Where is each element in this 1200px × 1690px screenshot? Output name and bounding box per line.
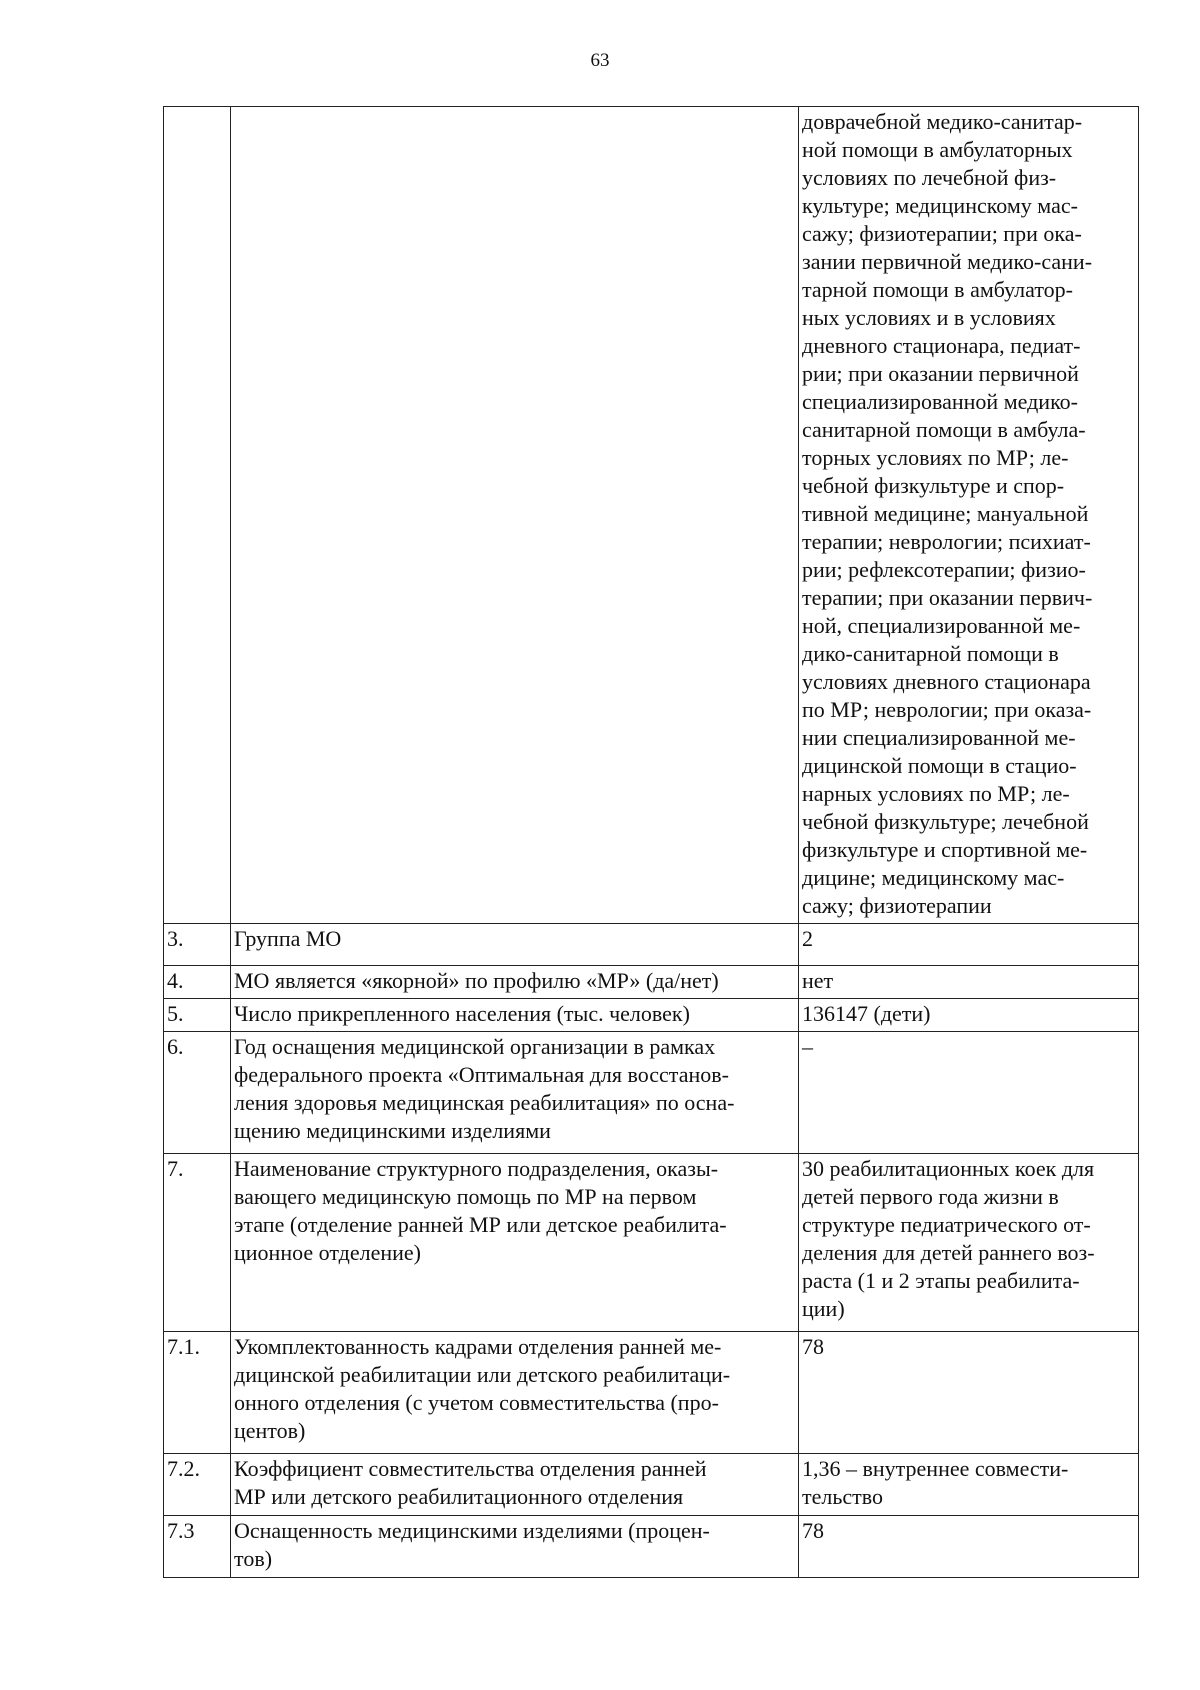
row-number-cell — [164, 1516, 231, 1578]
row-number: 5. — [167, 1001, 184, 1026]
row-name-cell — [231, 1032, 799, 1154]
data-table — [163, 106, 1139, 1578]
row-name-cell — [231, 1516, 799, 1578]
row-number: 6. — [167, 1034, 184, 1059]
row-number: 7.2. — [167, 1456, 200, 1481]
row-value: 136147 (дети) — [802, 1001, 931, 1026]
row-value-cell — [799, 924, 1139, 966]
row-name-cell — [231, 924, 799, 966]
row-number: 7. — [167, 1156, 184, 1181]
row-number: 4. — [167, 968, 184, 993]
row-name: Группа МО — [234, 926, 342, 951]
table-row — [164, 107, 1139, 924]
row-name-cell — [231, 1154, 799, 1332]
table-row — [164, 1332, 1139, 1454]
page-number: 63 — [590, 50, 610, 71]
row-number-cell — [164, 924, 231, 966]
row-name: Наименование структурного подразделения, оказы- вающего медицинскую помощь по МР на первом этапе (отделение ранней МР или детское реабилита- ционное отделение) — [234, 1156, 727, 1265]
row-value-cell — [799, 1032, 1139, 1154]
row-number-cell — [164, 966, 231, 999]
row-name: Год оснащения медицинской организации в рамках федерального проекта «Оптимальная для восстанов- ления здоровья медицинская реабилитация» по осна- щению медицинскими изделиями — [234, 1034, 735, 1143]
row-value: нет — [802, 968, 834, 993]
table-row — [164, 1454, 1139, 1516]
row-name: Укомплектованность кадрами отделения ранней ме- дицинской реабилитации или детского реабилитаци- онного отделения (с учетом совместительства (про- центов) — [234, 1334, 731, 1443]
row-name-cell — [231, 107, 799, 924]
row-name: МО является «якорной» по профилю «МР» (да/нет) — [234, 968, 719, 993]
row-number-cell — [164, 999, 231, 1032]
row-number-cell — [164, 1032, 231, 1154]
row-number-cell — [164, 1454, 231, 1516]
table-row — [164, 966, 1139, 999]
row-name-cell — [231, 1332, 799, 1454]
row-value-cell — [799, 999, 1139, 1032]
row-name-cell — [231, 999, 799, 1032]
row-value-cell — [799, 1454, 1139, 1516]
row-name: Число прикрепленного населения (тыс. человек) — [234, 1001, 690, 1026]
row-value-cell — [799, 1154, 1139, 1332]
row-number: 7.3 — [167, 1518, 195, 1543]
row-value: 1,36 – внутреннее совмести- тельство — [802, 1456, 1069, 1509]
row-name-cell — [231, 966, 799, 999]
row-value: 2 — [802, 926, 813, 951]
row-value: доврачебной медико-санитар- ной помощи в амбулаторных условиях по лечебной физ- культуре; медицинскому мас- сажу; физиотерапии; при ока- зании первичной медико-сани- тарной помощи в амбулатор- ных условиях и в условиях дневного стационара, педиат- рии; при оказании первичной специализированной медико- санитарной помощи в амбула- торных условиях по МР; ле- чебной физкультуре и спор- тивной медицине; мануальной терапии; неврологии; психиат- рии; рефлексотерапии; физио- терапии; при оказании первич- ной, специализированной ме- дико-санитарной помощи в условиях дневного стационара по МР; неврологии; при оказа- нии специализированной ме- дицинской помощи в стацио- нарных условиях по МР; ле- чебной физкультуре; лечебной физкультуре и спортивной ме- дицине; медицинскому мас- сажу; физиотерапии — [802, 109, 1093, 918]
row-number-cell — [164, 107, 231, 924]
table-row — [164, 1516, 1139, 1578]
table-row — [164, 999, 1139, 1032]
table-row — [164, 1154, 1139, 1332]
row-value: 78 — [802, 1518, 824, 1543]
row-value-cell — [799, 966, 1139, 999]
row-value-cell — [799, 107, 1139, 924]
row-value: 78 — [802, 1334, 824, 1359]
table-row — [164, 924, 1139, 966]
row-name-cell — [231, 1454, 799, 1516]
row-name: Оснащенность медицинскими изделиями (процен- тов) — [234, 1518, 710, 1571]
row-value-cell — [799, 1516, 1139, 1578]
row-number: 3. — [167, 926, 184, 951]
row-number-cell — [164, 1154, 231, 1332]
row-value: 30 реабилитационных коек для детей первого года жизни в структуре педиатрического от- деления для детей раннего воз- раста (1 и 2 этапы реабилита- ции) — [802, 1156, 1095, 1321]
row-name: Коэффициент совместительства отделения ранней МР или детского реабилитационного отделения — [234, 1456, 707, 1509]
row-value-cell — [799, 1332, 1139, 1454]
row-number-cell — [164, 1332, 231, 1454]
table-row — [164, 1032, 1139, 1154]
row-number: 7.1. — [167, 1334, 200, 1359]
row-value: – — [802, 1034, 813, 1059]
